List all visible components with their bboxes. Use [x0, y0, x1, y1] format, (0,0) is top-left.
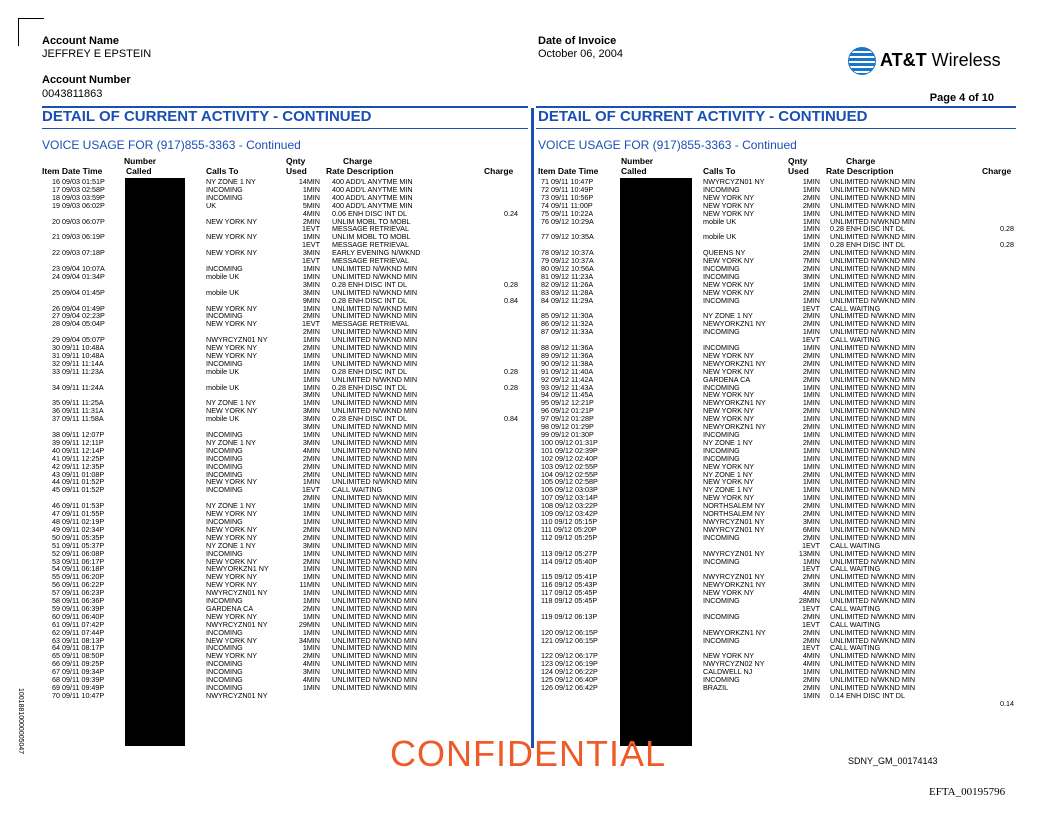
- left-title-underline: [42, 128, 528, 129]
- section-title-right: DETAIL OF CURRENT ACTIVITY - CONTINUED: [538, 108, 868, 125]
- right-charge-column: 0.28 0.28 0.14: [1000, 224, 1014, 708]
- globe-icon: [848, 47, 876, 75]
- account-name-label: Account Name: [42, 35, 120, 47]
- page-number: Page 4 of 10: [929, 92, 994, 104]
- col-charge-top: Charge: [343, 156, 373, 166]
- date-label: Date of Invoice: [538, 35, 617, 47]
- right-qnty-column: 1MIN 1MIN 2MIN 2MIN 1MIN 1MIN 1MIN 1MIN 1MIN 2MIN 7MIN 2MIN 3MIN 1MIN 2MIN 1MIN 1EVT 2MIN 2MIN 1MIN 1EVT 1MIN 2MIN 2MIN 2MIN 2MIN 1MIN 1MIN 1MIN 2MIN 1MIN 2MIN 1MIN 2MIN 1MIN 1MIN 1MIN 2MIN 1MIN 1MIN 1MIN 2MIN 2MIN 3MIN 6MIN 2MIN 1EVT 13MIN 1MIN 1EVT 2MIN 3MIN 4MIN 28MIN 1EVT 2MIN 1EVT 2MIN 2MIN 1EVT 4MIN 4MIN 1MIN 2MIN 2MIN 1MIN: [798, 177, 820, 700]
- left-calls-to-column: NY ZONE 1 NY INCOMING INCOMING UK NEW YORK NY NEW YORK NY NEW YORK NY INCOMING mobile UK mobile UK NEW YORK NY INCOMING NEW YORK NY NWYRCYZN01 NY NEW YORK NY NEW YORK NY INCOMING mobile UK mobile UK NY ZONE 1 NY NEW YORK NY mobile UK INCOMING NY ZONE 1 NY INCOMING INCOMING INCOMING INCOMING NEW YORK NY INCOMING NY ZONE 1 NY NEW YORK NY INCOMING NEW YORK NY NEW YORK NY NY ZONE 1 NY INCOMING NEW YORK NY NEWYORKZN1 NY NEW YORK NY NEW YORK NY NWYRCYZN01 NY INCOMING GARDENA CA NEW YORK NY NWYRCYZN01 NY INCOMING NEW YORK NY INCOMING NEW YORK NY INCOMING INCOMING INCOMING INCOMING NWYRCYZN01 NY: [206, 177, 269, 700]
- crop-mark-vertical: [18, 18, 19, 46]
- col-number: Number: [124, 156, 157, 166]
- att-wireless-logo: [848, 47, 1001, 77]
- confidential-stamp: CONFIDENTIAL: [389, 733, 667, 774]
- col-used: Used: [286, 166, 307, 176]
- right-item-date-time-column: 71 09/11 10:47P 72 09/11 10:49P 73 09/11 10:56P 74 09/11 11:00P 75 09/11 10:22A 76 09/12 10:29A 77 09/12 10:35A 78 09/12 10:37A 79 09/12 10:37A 80 09/12 10:56A 81 09/12 11:23A 82 09/12 11:26A 83 09/12 11:28A 84 09/12 11:29A 85 09/12 11:30A 86 09/12 11:32A 87 09/12 11:33A 88 09/12 11:36A 89 09/12 11:36A 90 09/12 11:38A 91 09/12 11:40A 92 09/12 11:42A 93 09/12 11:43A 94 09/12 11:45A 95 09/12 12:21P 96 09/12 01:21P 97 09/12 01:28P 98 09/12 01:29P 99 09/12 01:30P 100 09/12 01:31P 101 09/12 02:39P 102 09/12 02:40P 103 09/12 02:55P 104 09/12 02:55P 105 09/12 02:58P 106 09/12 03:03P 107 09/12 03:14P 108 09/12 03:22P 109 09/12 03:42P 110 09/12 05:15P 111 09/12 05:20P 112 09/12 05:25P 113 09/12 05:27P 114 09/12 05:40P 115 09/12 05:41P 116 09/12 05:43P 117 09/12 05:45P 118 09/12 05:45P 119 09/12 06:13P 120 09/12 06:15P 121 09/12 06:15P 122 09/12 06:17P 123 09/12 06:19P 124 09/12 06:22P 125 09/12 06:40P 126 09/12 06:42P: [541, 177, 598, 692]
- redaction-bar: [125, 178, 185, 746]
- voice-usage-title-left: VOICE USAGE FOR (917)855-3363 - Continued: [42, 138, 301, 152]
- left-qnty-column: 14MIN 1MIN 1MIN 5MIN 4MIN 2MIN 1EVT 1MIN 1EVT 3MIN 1EVT 1MIN 1MIN 3MIN 3MIN 9MIN 1MIN 2MIN 1EVT 2MIN 1MIN 2MIN 1MIN 1MIN 1MIN 1MIN 1MIN 3MIN 1MIN 3MIN 3MIN 3MIN 1MIN 3MIN 4MIN 2MIN 2MIN 2MIN 1MIN 1EVT 2MIN 1MIN 1MIN 1MIN 2MIN 2MIN 3MIN 1MIN 2MIN 1MIN 1MIN 11MIN 1MIN 1MIN 2MIN 1MIN 29MIN 1MIN 34MIN 1MIN 2MIN 4MIN 3MIN 4MIN 1MIN: [298, 177, 320, 692]
- col-rate-desc: Rate Description: [326, 166, 394, 176]
- col-calls-to: Calls To: [206, 166, 239, 176]
- right-description-column: UNLIMITED N/WKND MIN UNLIMITED N/WKND MIN UNLIMITED N/WKND MIN UNLIMITED N/WKND MIN UNLIMITED N/WKND MIN UNLIMITED N/WKND MIN 0.28 ENH DISC INT DL UNLIMITED N/WKND MIN 0.28 ENH DISC INT DL UNLIMITED N/WKND MIN UNLIMITED N/WKND MIN UNLIMITED N/WKND MIN UNLIMITED N/WKND MIN UNLIMITED N/WKND MIN UNLIMITED N/WKND MIN UNLIMITED N/WKND MIN CALL WAITING UNLIMITED N/WKND MIN UNLIMITED N/WKND MIN UNLIMITED N/WKND MIN CALL WAITING UNLIMITED N/WKND MIN UNLIMITED N/WKND MIN UNLIMITED N/WKND MIN UNLIMITED N/WKND MIN UNLIMITED N/WKND MIN UNLIMITED N/WKND MIN UNLIMITED N/WKND MIN UNLIMITED N/WKND MIN UNLIMITED N/WKND MIN UNLIMITED N/WKND MIN UNLIMITED N/WKND MIN UNLIMITED N/WKND MIN UNLIMITED N/WKND MIN UNLIMITED N/WKND MIN UNLIMITED N/WKND MIN UNLIMITED N/WKND MIN UNLIMITED N/WKND MIN UNLIMITED N/WKND MIN UNLIMITED N/WKND MIN UNLIMITED N/WKND MIN UNLIMITED N/WKND MIN UNLIMITED N/WKND MIN UNLIMITED N/WKND MIN UNLIMITED N/WKND MIN UNLIMITED N/WKND MIN CALL WAITING UNLIMITED N/WKND MIN UNLIMITED N/WKND MIN CALL WAITING UNLIMITED N/WKND MIN UNLIMITED N/WKND MIN UNLIMITED N/WKND MIN UNLIMITED N/WKND MIN CALL WAITING UNLIMITED N/WKND MIN CALL WAITING UNLIMITED N/WKND MIN UNLIMITED N/WKND MIN CALL WAITING UNLIMITED N/WKND MIN UNLIMITED N/WKND MIN UNLIMITED N/WKND MIN UNLIMITED N/WKND MIN UNLIMITED N/WKND MIN 0.14 ENH DISC INT DL: [830, 177, 916, 700]
- col-called: Called: [126, 166, 152, 176]
- col-called-right: Called: [621, 166, 647, 176]
- col-item-date-time: Item Date Time: [42, 166, 103, 176]
- account-number: 0043811863: [42, 88, 103, 100]
- col-charge-right: Charge: [982, 166, 1012, 176]
- col-charge-top-right: Charge: [846, 156, 876, 166]
- side-control-number: 10018810000005047: [17, 688, 24, 755]
- left-charge-column: 0.24 0.28 0.84 0.28 0.28 0.84: [504, 208, 518, 424]
- invoice-date: October 06, 2004: [538, 48, 624, 60]
- col-number-right: Number: [621, 156, 654, 166]
- col-calls-to-right: Calls To: [703, 166, 736, 176]
- account-name: JEFFREY E EPSTEIN: [42, 48, 152, 60]
- col-qnty: Qnty: [286, 156, 306, 166]
- col-rate-desc-right: Rate Description: [826, 166, 894, 176]
- col-used-right: Used: [788, 166, 809, 176]
- col-charge: Charge: [484, 166, 514, 176]
- right-title-underline: [536, 128, 1016, 129]
- bates-number: SDNY_GM_00174143: [848, 756, 938, 766]
- account-number-label: Account Number: [42, 74, 131, 86]
- logo-text: AT&T Wireless: [880, 50, 1001, 70]
- column-divider: [531, 108, 534, 748]
- redaction-bar: [620, 178, 692, 746]
- left-description-column: 400 ADD'L ANYTME MIN 400 ADD'L ANYTME MIN 400 ADD'L ANYTME MIN 400 ADD'L ANYTME MIN 0.06 ENH DISC INT DL UNLIM MOBL TO MOBL MESSAGE RETRIEVAL UNLIM MOBL TO MOBL MESSAGE RETRIEVAL EARLY EVENING N/WKND MESSAGE RETRIEVAL UNLIMITED N/WKND MIN UNLIMITED N/WKND MIN 0.28 ENH DISC INT DL UNLIMITED N/WKND MIN 0.28 ENH DISC INT DL UNLIMITED N/WKND MIN UNLIMITED N/WKND MIN MESSAGE RETRIEVAL UNLIMITED N/WKND MIN UNLIMITED N/WKND MIN UNLIMITED N/WKND MIN UNLIMITED N/WKND MIN UNLIMITED N/WKND MIN 0.28 ENH DISC INT DL UNLIMITED N/WKND MIN 0.28 ENH DISC INT DL UNLIMITED N/WKND MIN UNLIMITED N/WKND MIN UNLIMITED N/WKND MIN 0.28 ENH DISC INT DL UNLIMITED N/WKND MIN UNLIMITED N/WKND MIN UNLIMITED N/WKND MIN UNLIMITED N/WKND MIN UNLIMITED N/WKND MIN UNLIMITED N/WKND MIN UNLIMITED N/WKND MIN UNLIMITED N/WKND MIN CALL WAITING UNLIMITED N/WKND MIN UNLIMITED N/WKND MIN UNLIMITED N/WKND MIN UNLIMITED N/WKND MIN UNLIMITED N/WKND MIN UNLIMITED N/WKND MIN UNLIMITED N/WKND MIN UNLIMITED N/WKND MIN UNLIMITED N/WKND MIN UNLIMITED N/WKND MIN UNLIMITED N/WKND MIN UNLIMITED N/WKND MIN UNLIMITED N/WKND MIN UNLIMITED N/WKND MIN UNLIMITED N/WKND MIN UNLIMITED N/WKND MIN UNLIMITED N/WKND MIN UNLIMITED N/WKND MIN UNLIMITED N/WKND MIN UNLIMITED N/WKND MIN UNLIMITED N/WKND MIN UNLIMITED N/WKND MIN UNLIMITED N/WKND MIN UNLIMITED N/WKND MIN UNLIMITED N/WKND MIN: [332, 177, 421, 692]
- voice-usage-title-right: VOICE USAGE FOR (917)855-3363 - Continued: [538, 138, 797, 152]
- crop-mark-horizontal: [18, 18, 44, 19]
- section-title-left: DETAIL OF CURRENT ACTIVITY - CONTINUED: [42, 108, 372, 125]
- efta-number: EFTA_00195796: [929, 786, 1006, 798]
- col-qnty-right: Qnty: [788, 156, 808, 166]
- left-item-date-time-column: 16 09/03 01:51P 17 09/03 02:58P 18 09/03 03:59P 19 09/03 06:02P 20 09/03 06:07P 21 09/03 06:19P 22 09/03 07:18P 23 09/04 10:07A 24 09/04 01:34P 25 09/04 01:45P 26 09/04 01:49P 27 09/04 02:23P 28 09/04 05:04P 29 09/04 05:07P 30 09/11 10:48A 31 09/11 10:48A 32 09/11 11:14A 33 09/11 11:23A 34 09/11 11:24A 35 09/11 11:25A 36 09/11 11:31A 37 09/11 11:58A 38 09/11 12:07P 39 09/11 12:11P 40 09/11 12:14P 41 09/11 12:25P 42 09/11 12:35P 43 09/11 01:08P 44 09/11 01:52P 45 09/11 01:52P 46 09/11 01:53P 47 09/11 01:55P 48 09/11 02:19P 49 09/11 02:34P 50 09/11 05:35P 51 09/11 05:37P 52 09/11 06:08P 53 09/11 06:17P 54 09/11 06:18P 55 09/11 06:20P 56 09/11 06:22P 57 09/11 06:23P 58 09/11 06:36P 59 09/11 06:39P 60 09/11 06:40P 61 09/11 07:42P 62 09/11 07:44P 63 09/11 08:13P 64 09/11 08:17P 65 09/11 08:50P 66 09/11 09:25P 67 09/11 09:34P 68 09/11 09:39P 69 09/11 09:49P 70 09/11 10:47P: [52, 177, 105, 700]
- col-item-date-time-right: Item Date Time: [538, 166, 599, 176]
- right-calls-to-column: NWYRCYZN01 NY INCOMING NEW YORK NY NEW YORK NY NEW YORK NY mobile UK mobile UK QUEENS NY NEW YORK NY INCOMING INCOMING NEW YORK NY NEW YORK NY INCOMING NY ZONE 1 NY NEWYORKZN1 NY INCOMING INCOMING NEW YORK NY NEWYORKZN1 NY NEW YORK NY GARDENA CA INCOMING NEW YORK NY NEWYORKZN1 NY NEW YORK NY NEW YORK NY NEWYORKZN1 NY INCOMING NY ZONE 1 NY INCOMING INCOMING NEW YORK NY NY ZONE 1 NY NEW YORK NY NY ZONE 1 NY NEW YORK NY NORTHSALEM NY NORTHSALEM NY NWYRCYZN01 NY NWYRCYZN01 NY INCOMING NWYRCYZN01 NY INCOMING NWYRCYZN01 NY NEWYORKZN1 NY NEW YORK NY INCOMING INCOMING NEWYORKZN1 NY INCOMING NEW YORK NY NWYRCYZN02 NY CALDWELL NJ INCOMING BRAZIL: [703, 177, 766, 692]
